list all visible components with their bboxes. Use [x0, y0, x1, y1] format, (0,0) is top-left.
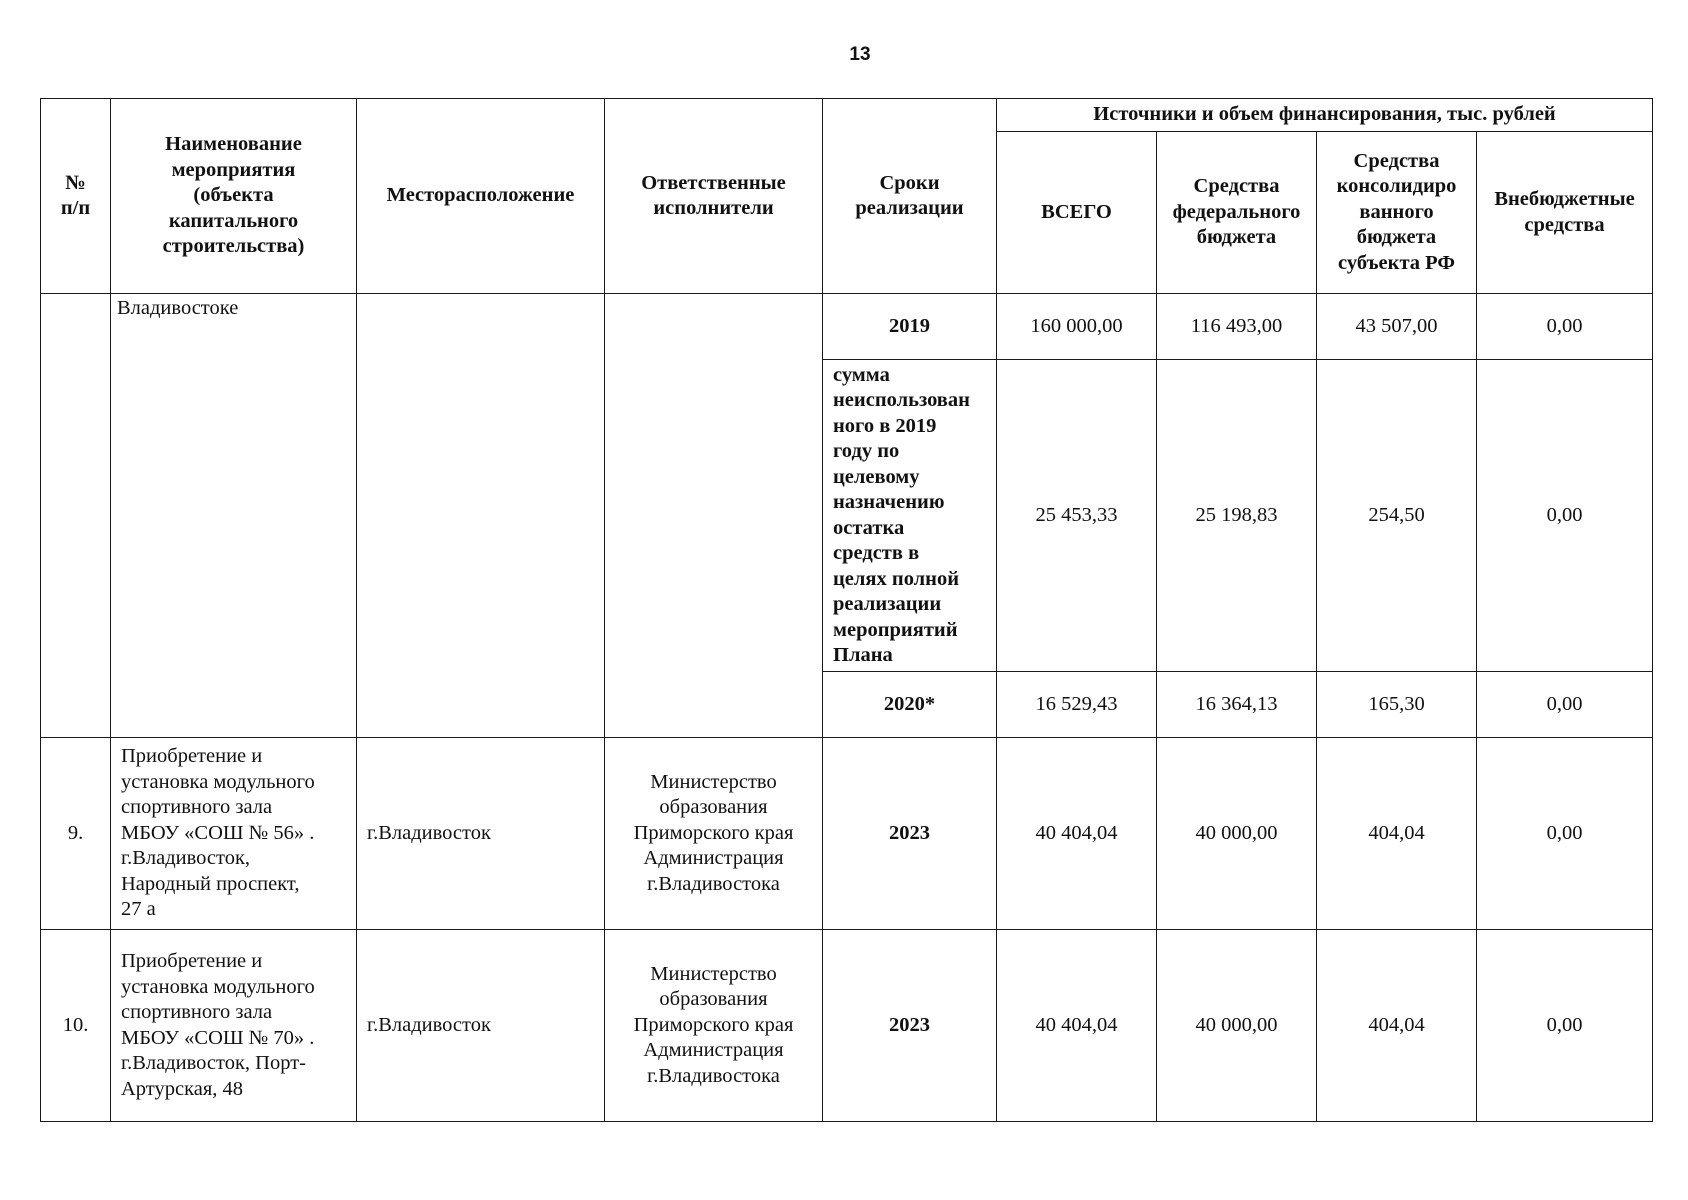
row-9-name: Приобретение и установка модульного спортивного зала МБОУ «СОШ № 56» . г.Владивосток, Народный проспект, 27 а: [111, 738, 357, 930]
row-9-period: 2023: [823, 738, 997, 930]
row-9-regional: 404,04: [1317, 738, 1477, 930]
cont-regional-unused: 254,50: [1317, 360, 1477, 672]
row-10-total: 40 404,04: [997, 930, 1157, 1122]
row-10-responsible: Министерство образования Приморского края Администрация г.Владивостока: [605, 930, 823, 1122]
cont-name: Владивостоке: [111, 294, 357, 738]
table-row: [41, 294, 1653, 360]
row-9-total: 40 404,04: [997, 738, 1157, 930]
cont-extrabudget-2019: 0,00: [1477, 294, 1653, 360]
financing-table: [40, 98, 1653, 1122]
cont-regional-2020: 165,30: [1317, 672, 1477, 738]
header-name: Наименование мероприятия (объекта капитального строительства): [111, 99, 357, 294]
cont-period-unused: сумма неиспользован ного в 2019 году по целевому назначению остатка средств в целях полной реализации мероприятий Плана: [823, 360, 997, 672]
cont-regional-2019: 43 507,00: [1317, 294, 1477, 360]
row-10-location: г.Владивосток: [357, 930, 605, 1122]
cont-total-unused: 25 453,33: [997, 360, 1157, 672]
cont-extrabudget-2020: 0,00: [1477, 672, 1653, 738]
table-row: [41, 930, 1653, 1122]
row-10-federal: 40 000,00: [1157, 930, 1317, 1122]
cont-responsible: [605, 294, 823, 738]
page-number: 13: [849, 44, 871, 65]
header-responsible: Ответственные исполнители: [605, 99, 823, 294]
row-9-location: г.Владивосток: [357, 738, 605, 930]
cont-federal-unused: 25 198,83: [1157, 360, 1317, 672]
row-10-num: 10.: [41, 930, 111, 1122]
cont-period-2020: 2020*: [823, 672, 997, 738]
header-extrabudget: Внебюджетные средства: [1477, 132, 1653, 294]
header-federal: Средства федерального бюджета: [1157, 132, 1317, 294]
row-10-name: Приобретение и установка модульного спортивного зала МБОУ «СОШ № 70» . г.Владивосток, Порт- Артурская, 48: [111, 930, 357, 1122]
header-row: [41, 99, 1653, 132]
header-location: Месторасположение: [357, 99, 605, 294]
row-9-num: 9.: [41, 738, 111, 930]
header-total: ВСЕГО: [997, 132, 1157, 294]
cont-num: [41, 294, 111, 738]
row-9-federal: 40 000,00: [1157, 738, 1317, 930]
row-10-regional: 404,04: [1317, 930, 1477, 1122]
row-9-responsible: Министерство образования Приморского края Администрация г.Владивостока: [605, 738, 823, 930]
cont-location: [357, 294, 605, 738]
header-period: Сроки реализации: [823, 99, 997, 294]
cont-period-2019: 2019: [823, 294, 997, 360]
cont-total-2020: 16 529,43: [997, 672, 1157, 738]
cont-total-2019: 160 000,00: [997, 294, 1157, 360]
cont-federal-2020: 16 364,13: [1157, 672, 1317, 738]
cont-federal-2019: 116 493,00: [1157, 294, 1317, 360]
row-10-extrabudget: 0,00: [1477, 930, 1653, 1122]
table-row: [41, 738, 1653, 930]
header-regional: Средства консолидиро ванного бюджета субъекта РФ: [1317, 132, 1477, 294]
header-num: № п/п: [41, 99, 111, 294]
row-10-period: 2023: [823, 930, 997, 1122]
row-9-extrabudget: 0,00: [1477, 738, 1653, 930]
header-financing-group: Источники и объем финансирования, тыс. рублей: [997, 99, 1653, 132]
cont-extrabudget-unused: 0,00: [1477, 360, 1653, 672]
